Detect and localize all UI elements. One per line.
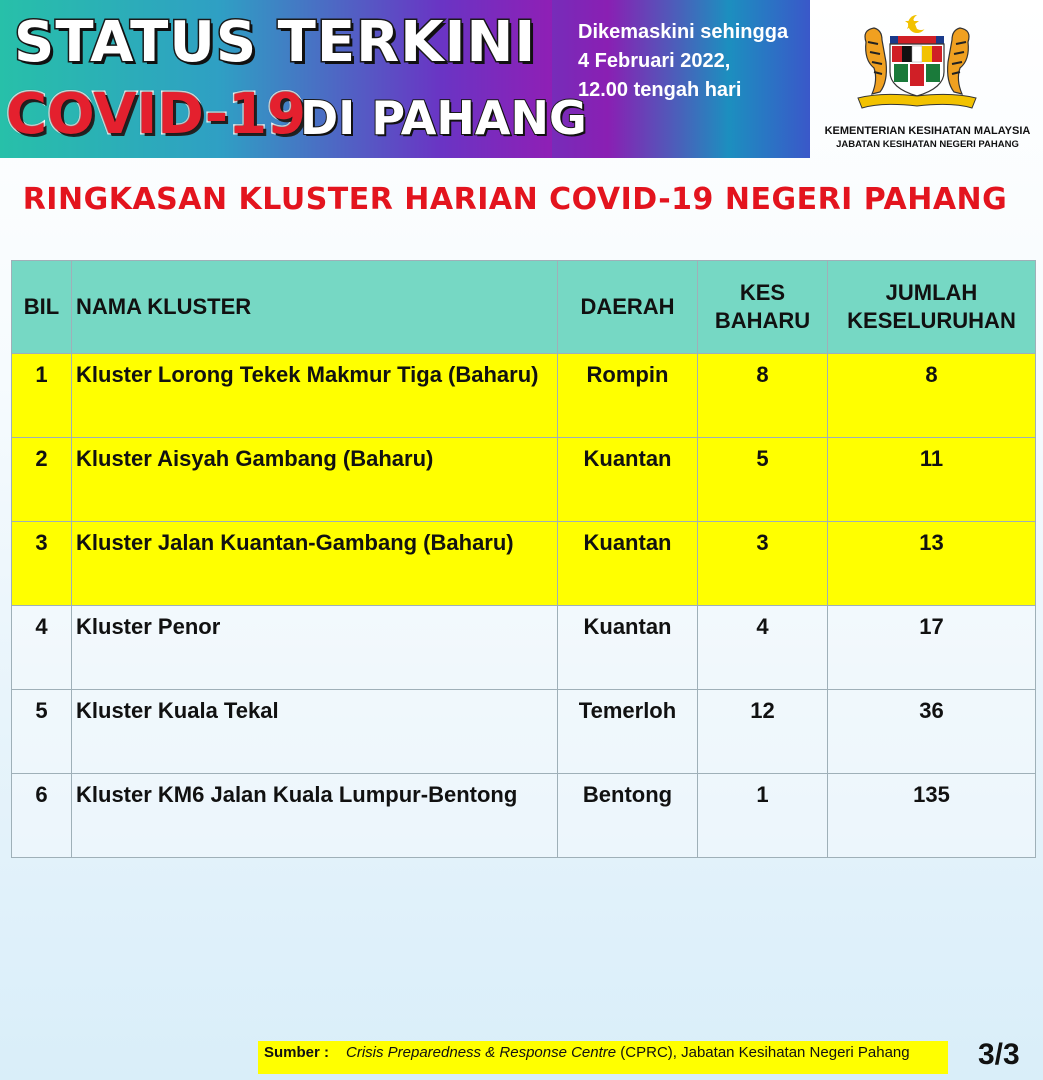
table-row [12, 690, 1036, 774]
row-new-cases: 12 [698, 690, 828, 774]
ministry-name [812, 124, 1043, 151]
table-row [12, 522, 1036, 606]
row-total: 36 [828, 690, 1036, 774]
column-header-name: NAMA KLUSTER [72, 261, 558, 354]
banner-title-line1: STATUS TERKINI [14, 10, 537, 75]
row-cluster-name: Kluster Penor [72, 606, 558, 690]
header-banner [0, 0, 810, 158]
update-label: Dikemaskini sehingga [578, 21, 789, 43]
banner-title-state: DI PAHANG [300, 91, 587, 145]
column-header-bil: BIL [12, 261, 72, 354]
row-new-cases: 5 [698, 438, 828, 522]
row-new-cases: 8 [698, 354, 828, 438]
table-row [12, 438, 1036, 522]
row-district: Bentong [558, 774, 698, 858]
row-district: Kuantan [558, 606, 698, 690]
source-text [346, 1041, 910, 1065]
row-bil: 6 [12, 774, 72, 858]
page-indicator: 3/3 [978, 1038, 1020, 1071]
row-cluster-name: Kluster Lorong Tekek Makmur Tiga (Baharu) [72, 354, 558, 438]
column-header-total-1: JUMLAH [885, 280, 978, 305]
row-total: 135 [828, 774, 1036, 858]
cluster-table [11, 260, 1036, 858]
coat-of-arms-logo [852, 12, 982, 112]
page-title: RINGKASAN KLUSTER HARIAN COVID-19 NEGERI PAHANG [22, 182, 1008, 217]
row-district: Temerloh [558, 690, 698, 774]
row-total: 17 [828, 606, 1036, 690]
row-bil: 3 [12, 522, 72, 606]
ministry-line2: JABATAN KESIHATAN NEGERI PAHANG [836, 139, 1019, 150]
table-row [12, 606, 1036, 690]
table-header-row [12, 261, 1036, 354]
row-district: Kuantan [558, 438, 698, 522]
source-rest: (CPRC), Jabatan Kesihatan Negeri Pahang [616, 1044, 910, 1061]
column-header-new-cases [698, 261, 828, 354]
source-note [258, 1041, 948, 1074]
row-bil: 1 [12, 354, 72, 438]
row-bil: 4 [12, 606, 72, 690]
column-header-total [828, 261, 1036, 354]
row-new-cases: 1 [698, 774, 828, 858]
row-district: Rompin [558, 354, 698, 438]
row-total: 8 [828, 354, 1036, 438]
column-header-new-cases-2: BAHARU [714, 308, 811, 333]
row-district: Kuantan [558, 522, 698, 606]
table-row [12, 774, 1036, 858]
banner-title-covid: COVID-19 [6, 82, 307, 147]
ministry-line1: KEMENTERIAN KESIHATAN MALAYSIA [824, 125, 1031, 137]
update-info [578, 18, 808, 105]
table-row [12, 354, 1036, 438]
row-cluster-name: Kluster Jalan Kuantan-Gambang (Baharu) [72, 522, 558, 606]
row-cluster-name: Kluster Aisyah Gambang (Baharu) [72, 438, 558, 522]
source-label: Sumber : [264, 1044, 330, 1061]
row-total: 13 [828, 522, 1036, 606]
update-time: 12.00 tengah hari [578, 79, 742, 101]
row-new-cases: 3 [698, 522, 828, 606]
row-new-cases: 4 [698, 606, 828, 690]
column-header-total-2: KESELURUHAN [847, 308, 1016, 333]
source-org: Crisis Preparedness & Response Centre [346, 1044, 617, 1061]
row-bil: 2 [12, 438, 72, 522]
column-header-district: DAERAH [558, 261, 698, 354]
update-date: 4 Februari 2022, [578, 50, 731, 72]
row-total: 11 [828, 438, 1036, 522]
row-bil: 5 [12, 690, 72, 774]
row-cluster-name: Kluster KM6 Jalan Kuala Lumpur-Bentong [72, 774, 558, 858]
column-header-new-cases-1: KES [739, 280, 786, 305]
row-cluster-name: Kluster Kuala Tekal [72, 690, 558, 774]
